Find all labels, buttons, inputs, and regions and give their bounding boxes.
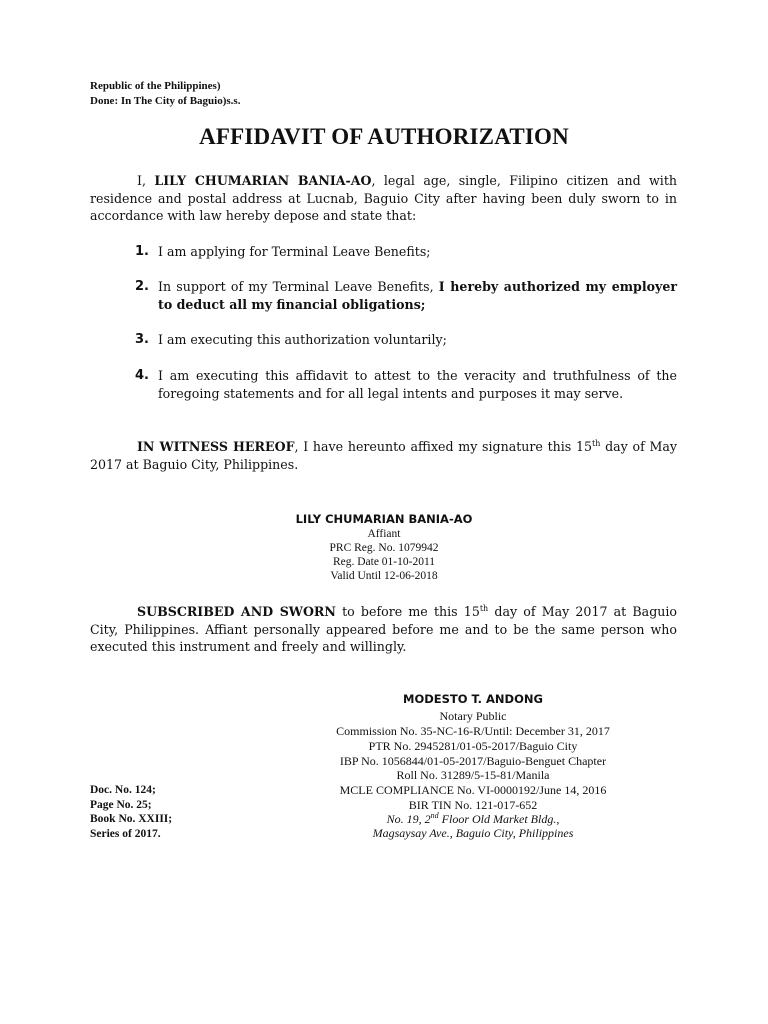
venue-header [90, 79, 240, 109]
notary-mcle: MCLE COMPLIANCE No. VI-0000192/June 14, 2016 [339, 783, 607, 797]
notary-title: Notary Public [439, 709, 507, 723]
notary-bir: BIR TIN No. 121-017-652 [408, 798, 538, 812]
venue-line-city: Done: In The City of Baguio)s.s. [90, 95, 241, 107]
jurat-heading: SUBSCRIBED AND SWORN [137, 604, 336, 619]
address-post: Floor Old Market Bldg., [438, 812, 560, 826]
book-number: Book No. XXIII; [90, 813, 173, 826]
item-text-bold: I hereby authorized my employer to deduct all my financial obligations [158, 279, 677, 312]
witness-heading: IN WITNESS HEREOF [137, 439, 295, 454]
jurat-post-text: day of May 2017 at Baguio City, Philippines. Affiant personally appeared before me and to be the same person who executed this instrument and freely and willingly. [90, 604, 677, 654]
jurat-paragraph [90, 603, 677, 656]
item-text: I am executing this affidavit to attest to the veracity and truthfulness of the foregoing statements and for all legal intents and purposes it may serve. [158, 368, 677, 401]
witness-pre-text: , I have hereunto affixed my signature this 15 [294, 439, 592, 454]
doc-number: Doc. No. 124; [90, 784, 156, 796]
notary-commission: Commission No. 35-NC-16-R/Until: December 31, 2017 [336, 724, 610, 738]
affiant-signature-name: LILY CHUMARIAN BANIA-AO [295, 512, 473, 526]
item-text: I am executing this authorization voluntarily; [158, 332, 447, 347]
address-floor-suffix: nd [430, 811, 439, 820]
intro-post-text: , legal age, single, Filipino citizen and with residence and postal address at Lucnab, Baguio City after having been duly sworn to in accordance with law hereby depose and state that: [90, 173, 677, 223]
intro-pre-text: I, [137, 173, 155, 188]
affiant-prc-number: PRC Reg. No. 1079942 [329, 542, 439, 554]
item-text: I am applying for Terminal Leave Benefits; [158, 244, 431, 259]
notary-roll: Roll No. 31289/5-15-81/Manila [396, 768, 550, 782]
notary-ptr: PTR No. 2945281/01-05-2017/Baguio City [368, 739, 578, 753]
affiant-reg-date: Reg. Date 01-10-2011 [332, 556, 436, 568]
item-text-pre: In support of my Terminal Leave Benefits, [158, 279, 439, 294]
document-title: AFFIDAVIT OF AUTHORIZATION [199, 124, 569, 149]
item-number: 3. [135, 332, 149, 347]
jurat-pre-text: to before me this 15 [335, 604, 480, 619]
notarial-register-reference [90, 783, 172, 841]
item-number: 4. [135, 368, 149, 383]
jurat-date-suffix: th [479, 603, 489, 613]
witness-paragraph [90, 438, 677, 473]
notary-address-line1 [280, 812, 666, 827]
series-year: Series of 2017. [90, 827, 161, 840]
notary-address-line2: Magsaysay Ave., Baguio City, Philippines [372, 826, 574, 840]
intro-paragraph [90, 172, 677, 225]
notary-name: MODESTO T. ANDONG [403, 692, 543, 706]
item-text-post: ; [420, 296, 426, 312]
notary-ibp: IBP No. 1056844/01-05-2017/Baguio-Benguet Chapter [339, 754, 607, 768]
venue-line-republic: Republic of the Philippines) [90, 80, 221, 92]
witness-post-text: day of May 2017 at Baguio City, Philippines. [90, 439, 677, 472]
affiant-role: Affiant [367, 528, 401, 540]
affiant-valid-until: Valid Until 12-06-2018 [330, 570, 438, 582]
item-text [158, 278, 677, 313]
affiant-name-inline: LILY CHUMARIAN BANIA-AO [154, 173, 372, 188]
address-pre: No. 19, 2 [386, 812, 431, 826]
page-number: Page No. 25; [90, 798, 152, 811]
witness-date-suffix: th [592, 438, 601, 448]
item-number: 1. [135, 244, 149, 259]
item-number: 2. [135, 279, 149, 294]
